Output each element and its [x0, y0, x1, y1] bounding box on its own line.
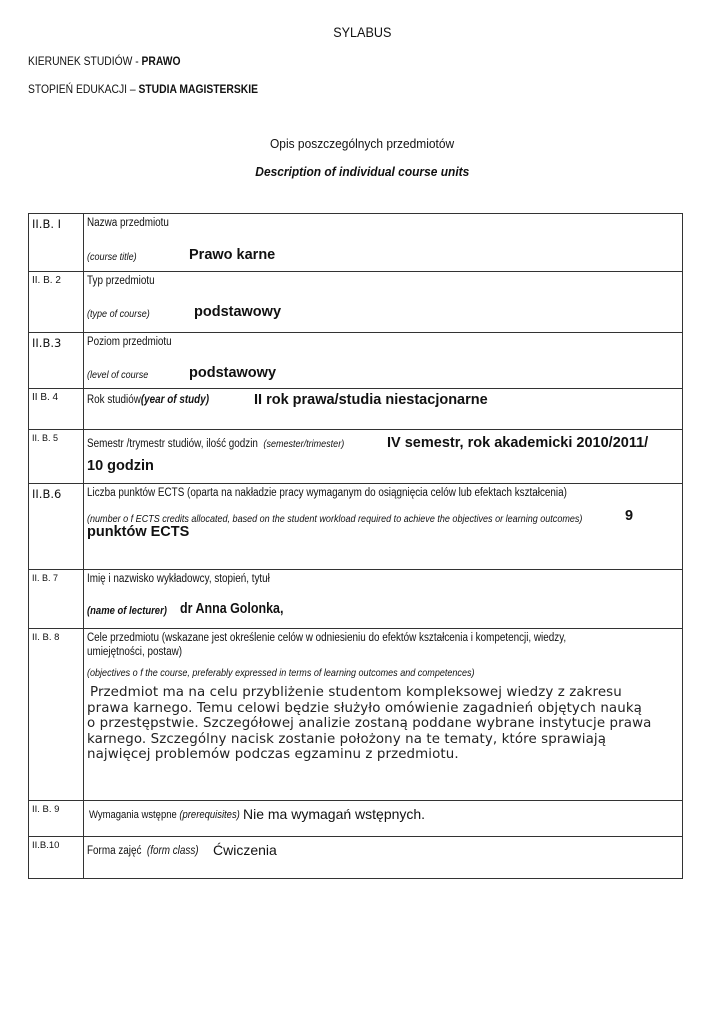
row-code: II B. 4	[29, 389, 84, 429]
table-row	[29, 801, 682, 837]
syllabus-table	[28, 213, 683, 879]
row-value: Nie ma wymagań wstępnych.	[243, 806, 426, 822]
table-row	[29, 430, 682, 484]
row-code: II. B. 8	[29, 629, 84, 800]
field-of-study: KIERUNEK STUDIÓW - PRAWO	[28, 54, 181, 68]
row-label: Liczba punktów ECTS (oparta na nakładzie pracy wymaganym do osiągnięcia celów lub efektach kształcenia)	[87, 487, 567, 499]
table-row	[29, 570, 682, 629]
row-label-en: (level of course	[87, 369, 149, 381]
row-label: Rok studiów	[87, 394, 141, 406]
row-code: II.B.10	[29, 837, 84, 878]
row-label: Wymagania wstępne	[89, 809, 177, 821]
row-label: Semestr /trymestr studiów, ilość godzin	[87, 438, 258, 450]
subtitle-english: Description of individual course units	[255, 164, 469, 179]
row-label: Imię i nazwisko wykładowcy, stopień, tytuł	[87, 573, 270, 585]
row-value-hours: 10 godzin	[87, 458, 154, 474]
row-label-en: (number o f ECTS credits allocated, based on the student workload required to achieve the objectives or learning outcomes)	[87, 513, 583, 525]
row-label: Forma zajęć	[87, 845, 142, 857]
row-label-en: (type of course)	[87, 308, 150, 320]
row-value: dr Anna Golonka,	[180, 601, 284, 617]
table-row	[29, 389, 682, 430]
subtitle-polish: Opis poszczególnych przedmiotów	[269, 136, 455, 151]
document-title: SYLABUS	[332, 24, 392, 40]
row-code: II. B. 2	[29, 272, 84, 332]
row-label-en: (course title)	[87, 251, 137, 263]
row-label-en: (form class)	[146, 845, 199, 857]
row-label: Typ przedmiotu	[87, 275, 155, 287]
row-value: Prawo karne	[189, 247, 276, 263]
row-label-group	[87, 438, 344, 450]
row-value: Ćwiczenia	[213, 842, 277, 858]
table-row	[29, 629, 682, 801]
row-value: podstawowy	[189, 365, 277, 381]
row-code: II.B. I	[29, 214, 84, 271]
row-label: Cele przedmiotu (wskazane jest określenie celów w odniesieniu do efektów kształcenia i kompetencji, wiedzy,	[87, 632, 567, 644]
row-label-en: (name of lecturer)	[87, 605, 167, 617]
row-label-group	[87, 394, 209, 406]
row-label-group	[87, 845, 199, 857]
objectives-lead: Przedmiot ma na celu	[90, 685, 238, 700]
row-value: IV semestr, rok akademicki 2010/2011/	[387, 435, 649, 451]
row-code: II. B. 7	[29, 570, 84, 628]
table-row	[29, 272, 682, 333]
table-row	[29, 214, 682, 272]
row-value-unit: punktów ECTS	[87, 524, 190, 540]
row-label-en: (year of study)	[140, 394, 210, 406]
row-value: 9	[625, 508, 634, 524]
row-value: podstawowy	[194, 304, 282, 320]
table-row	[29, 837, 682, 878]
row-code: II.B.6	[29, 484, 84, 569]
table-row	[29, 484, 682, 570]
objectives-text: Przedmiot ma na celu przybliżenie studentom kompleksowej wiedzy z zakresu prawa karnego. Temu celowi będzie służyło omówienie zagadnień objętych nauką o przestępstwie. Szczegółowej analizie zostaną poddane wybrane instytucje prawa karnego. Szczególny nacisk zostanie położony na te tematy, które sprawiają najwięcej problemów podczas egzaminu z przedmiotu.	[87, 685, 652, 762]
row-label: Poziom przedmiotu	[87, 336, 172, 348]
table-row	[29, 333, 682, 389]
row-label-group	[89, 809, 240, 821]
row-label-en: (prerequisites)	[179, 809, 240, 821]
row-label-cont: umiejętności, postaw)	[87, 646, 183, 658]
row-code: II.B.3	[29, 333, 84, 388]
row-label-en: (objectives o f the course, preferably expressed in terms of learning outcomes and competences)	[87, 667, 475, 679]
education-level: STOPIEŃ EDUKACJI – STUDIA MAGISTERSKIE	[28, 82, 258, 96]
row-code: II. B. 5	[29, 430, 84, 483]
row-label-en: (semester/trimester)	[263, 438, 345, 450]
row-value: II rok prawa/studia niestacjonarne	[254, 392, 488, 408]
row-code: II. B. 9	[29, 801, 84, 836]
row-label: Nazwa przedmiotu	[87, 217, 169, 229]
